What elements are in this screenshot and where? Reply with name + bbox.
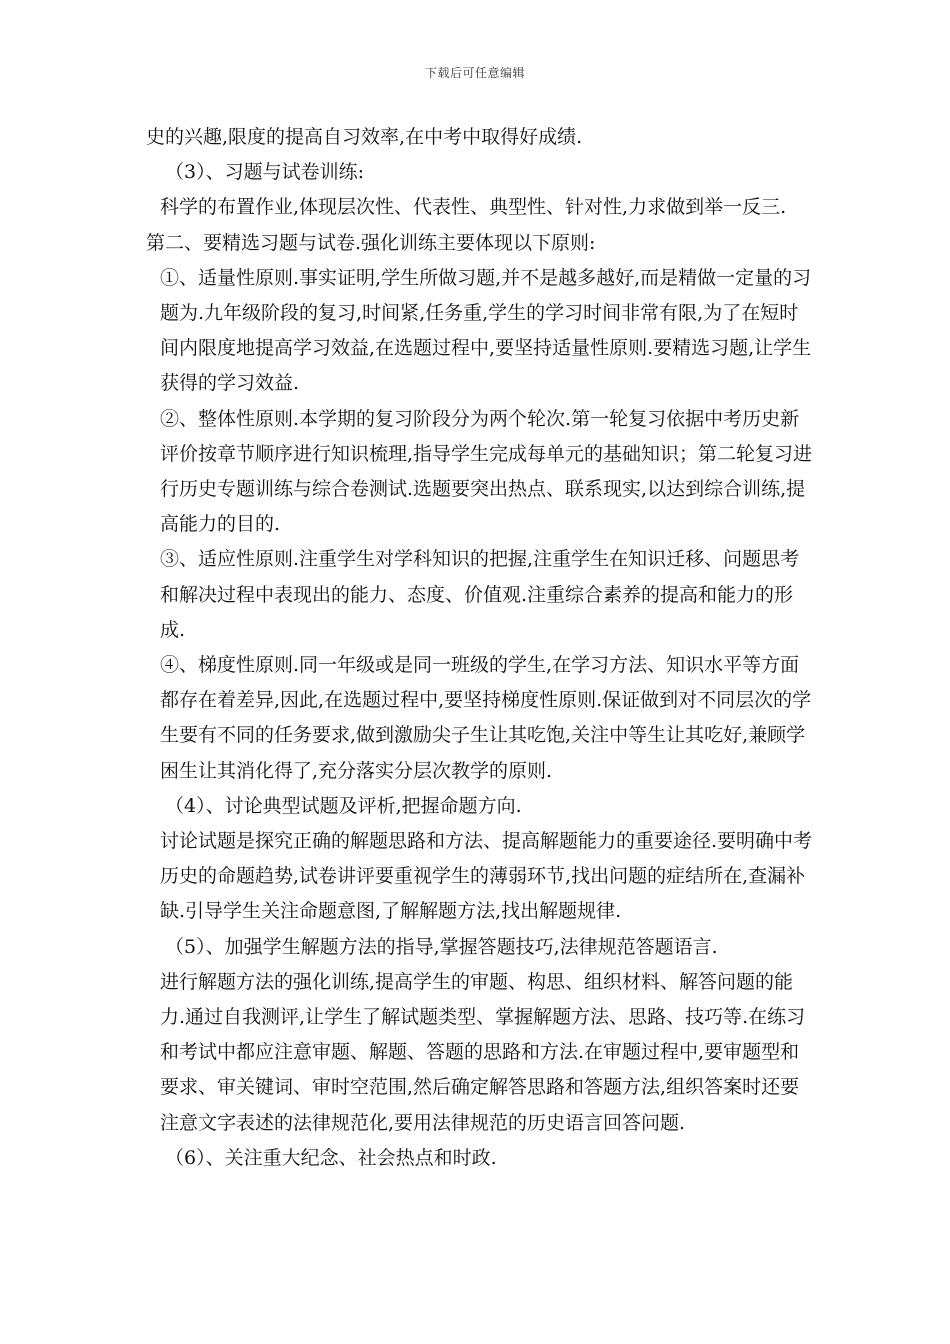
section-heading-second: 第二、要精选习题与试卷.强化训练主要体现以下原则: — [146, 231, 596, 254]
principle-2-paragraph: ②、整体性原则.本学期的复习阶段分为两个轮次.第一轮复习依据中考历史新评价按章节顺序进行知识梳理,指导学生完成每单元的基础知识；第二轮复习进行历史专题训练与综合卷测试.选题要突出热点、联系现实,以达到综合训练,提高能力的目的. — [160, 407, 813, 536]
paragraph-homework: 科学的布置作业,体现层次性、代表性、典型性、针对性,力求做到举一反三. — [160, 196, 787, 219]
principle-4-paragraph: ④、梯度性原则.同一年级或是同一班级的学生,在学习方法、知识水平等方面都存在着差异,因此,在选题过程中,要坚持梯度性原则.保证做到对不同层次的学生要有不同的任务要求,做到激励尖子生让其吃饱,关注中等生让其吃好,兼顾学困生让其消化得了,充分落实分层次教学的原则. — [160, 654, 812, 782]
principle-1-paragraph: ①、适量性原则.事实证明,学生所做习题,并不是越多越好,而是精做一定量的习题为.九年级阶段的复习,时间紧,任务重,学生的学习时间非常有限,为了在短时间内限度地提高学习效益,在选题过程中,要坚持适量性原则.要精选习题,让学生获得的学习效益. — [160, 266, 812, 395]
document-body — [146, 120, 814, 1176]
principle-3-paragraph: ③、适应性原则.注重学生对学科知识的把握,注重学生在知识迁移、问题思考和解决过程中表现出的能力、态度、价值观.注重综合素养的提高和能力的形成. — [160, 548, 800, 641]
paragraph-continuation: 史的兴趣,限度的提高自习效率,在中考中取得好成绩. — [146, 126, 583, 148]
paragraph-discussion: 讨论试题是探究正确的解题思路和方法、提高解题能力的重要途径.要明确中考历史的命题趋势,试卷讲评要重视学生的薄弱环节,找出问题的症结所在,查漏补缺.引导学生关注命题意图,了解解题方法,找出解题规律. — [160, 830, 813, 923]
section-heading-6: （6）、关注重大纪念、社会热点和时政. — [165, 1146, 497, 1169]
paragraph-methods: 进行解题方法的强化训练,提高学生的审题、构思、组织材料、解答问题的能力.通过自我测评,让学生了解试题类型、掌握解题方法、思路、技巧等.在练习和考试中都应注意审题、解题、答题的思路和方法.在审题过程中,要审题型和要求、审关键词、审时空范围,然后确定解答思路和答题方法,组织答案时还要注意文字表述的法律规范化,要用法律规范的历史语言回答问题. — [160, 970, 806, 1134]
section-heading-5: （5）、加强学生解题方法的指导,掌握答题技巧,法律规范答题语言. — [165, 935, 718, 958]
page-header: 下载后可任意编辑 — [424, 66, 525, 80]
section-heading-4: （4）、讨论典型试题及评析,把握命题方向. — [165, 794, 522, 817]
section-heading-3: （3）、习题与试卷训练: — [165, 161, 364, 184]
